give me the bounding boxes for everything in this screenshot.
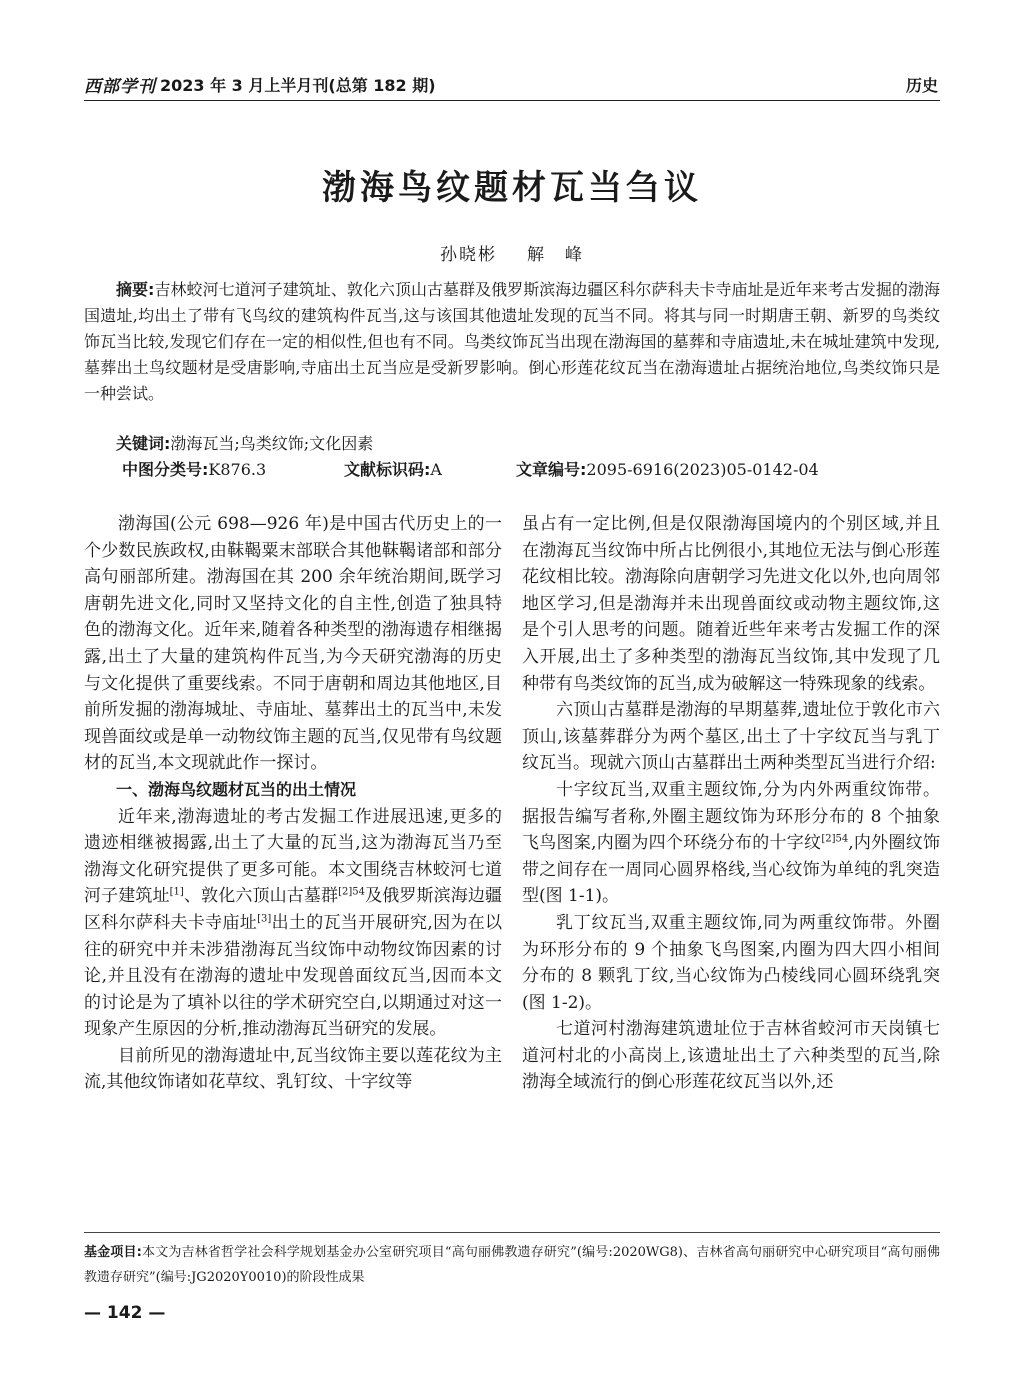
citation-ref: [3] <box>257 913 272 925</box>
header-rule <box>84 100 940 101</box>
section-label: 历史 <box>905 76 938 95</box>
clc-label: 中图分类号: <box>122 460 209 479</box>
paragraph: 目前所见的渤海遗址中,瓦当纹饰主要以莲花纹为主流,其他纹饰诸如花草纹、乳钉纹、十字纹等 <box>84 1045 502 1093</box>
issue-info: 2023 年 3 月上半月刊(总第 182 期) <box>160 76 436 95</box>
paragraph: 十字纹瓦当,双重主题纹饰,分为内外两重纹饰带。据报告编写者称,外圈主题纹饰为环形分布的 8 个抽象飞鸟图案,内圈为四个环绕分布的十字纹$^{[2]54}$,内外圈纹饰带之间存在一周同心圆界格线,当心纹饰为单纯的乳突造型(图 1-1)。 <box>522 779 941 907</box>
abstract <box>84 277 940 407</box>
paragraph: 六顶山古墓群是渤海的早期墓葬,遗址位于敦化市六顶山,该墓葬群分为两个墓区,出土了十字纹瓦当与乳丁纹瓦当。现就六顶山古墓群出土两种类型瓦当进行介绍: <box>522 700 940 774</box>
page-number: — 142 — <box>84 1303 166 1323</box>
paragraph: 渤海国(公元 698—926 年)是中国古代历史上的一个少数民族政权,由靺鞨粟末部联合其他靺鞨诸部和部分高句丽部所建。渤海国在其 200 余年统治期间,既学习唐朝先进文化,同时又坚持文化的自主性,创造了独具特色的渤海文化。近年来,随着各种类型的渤海遗存相继揭露,出土了大量的建筑构件瓦当,为今天研究渤海的历史与文化提供了重要线索。不同于唐朝和周边其他地区,目前所发掘的渤海城址、寺庙址、墓葬出土的瓦当中,未发现兽面纹或是单一动物纹饰主题的瓦当,仅见带有鸟纹题材的瓦当,本文现就此作一探讨。 <box>84 514 502 774</box>
author-name: 解 峰 <box>527 245 584 265</box>
keywords-label: 关键词: <box>116 434 171 453</box>
abstract-text: 吉林蛟河七道河子建筑址、敦化六顶山古墓群及俄罗斯滨海边疆区科尔萨科夫卡寺庙址是近年来考古发掘的渤海国遗址,均出土了带有飞鸟纹的建筑构件瓦当,这与该国其他遗址发现的瓦当不同。将其与同一时期唐王朝、新罗的鸟类纹饰瓦当比较,发现它们存在一定的相似性,但也有不同。鸟类纹饰瓦当出现在渤海国的墓葬和寺庙遗址,未在城址建筑中发现,墓葬出土鸟纹题材是受唐影响,寺庙出土瓦当应是受新罗影响。倒心形莲花纹瓦当在渤海遗址占据统治地位,鸟类纹饰只是一种尝试。 <box>84 280 940 403</box>
running-header <box>84 70 938 100</box>
funding-footnote <box>84 1240 940 1290</box>
paragraph: 七道河村渤海建筑遗址位于吉林省蛟河市天岗镇七道河村北的小高岗上,该遗址出土了六种类型的瓦当,除渤海全域流行的倒心形莲花纹瓦当以外,还 <box>522 1019 940 1093</box>
abstract-label: 摘要: <box>116 280 155 299</box>
citation-ref: [1] <box>169 886 184 898</box>
body-column-right <box>522 511 940 1096</box>
doc-code-value: A <box>430 460 442 479</box>
citation-ref: [2]54 <box>821 833 849 845</box>
paragraph: 虽占有一定比例,但是仅限渤海国境内的个别区域,并且在渤海瓦当纹饰中所占比例很小,其地位无法与倒心形莲花纹相比较。渤海除向唐朝学习先进文化以外,也向周邻地区学习,但是渤海并未出现兽面纹或动物主题纹饰,这是个引人思考的问题。随着近些年来考古发掘工作的深入开展,出土了多种类型的渤海瓦当纹饰,其中发现了几种带有鸟类纹饰的瓦当,成为破解这一特殊现象的线索。 <box>522 514 940 694</box>
citation-ref: [2]54 <box>338 886 365 898</box>
journal-logo: 西部学刊 <box>84 77 156 97</box>
article-no-value: 2095-6916(2023)05-0142-04 <box>586 460 819 479</box>
article-no-label: 文章编号: <box>516 460 587 479</box>
article-title: 渤海鸟纹题材瓦当刍议 <box>322 168 702 208</box>
section-heading: 一、渤海鸟纹题材瓦当的出土情况 <box>116 779 357 799</box>
footnote-text: 本文为吉林省哲学社会科学规划基金办公室研究项目“高句丽佛教遗存研究”(编号:2020WG8)、吉林省高句丽研究中心研究项目“高句丽佛教遗存研究”(编号:JG2020Y0010)的阶段性成果 <box>84 1245 940 1285</box>
authors <box>0 240 1024 265</box>
footnote-rule <box>84 1232 940 1233</box>
author-name: 孙晓彬 <box>440 245 497 265</box>
footnote-label: 基金项目: <box>84 1245 142 1260</box>
keywords-text: 渤海瓦当;鸟类纹饰;文化因素 <box>170 434 374 453</box>
paragraph: 近年来,渤海遗址的考古发掘工作进展迅速,更多的遗迹相继被揭露,出土了大量的瓦当,这为渤海瓦当乃至渤海文化研究提供了更多可能。本文围绕吉林蛟河七道河子建筑址[1]、敦化六顶山古墓群$^{[2]54}$及俄罗斯滨海边疆区科尔萨科夫卡寺庙址[3]出土的瓦当开展研究,因为在以往的研究中并未涉猎渤海瓦当纹饰中动物纹饰因素的讨论,并且没有在渤海的遗址中发现兽面纹瓦当,因而本文的讨论是为了填补以往的学术研究空白,以期通过对这一现象产生原因的分析,推动渤海瓦当研究的发展。 <box>84 806 503 1040</box>
clc-value: K876.3 <box>208 460 267 479</box>
doc-code-label: 文献标识码: <box>344 460 431 479</box>
paragraph: 乳丁纹瓦当,双重主题纹饰,同为两重纹饰带。外圈为环形分布的 9 个抽象飞鸟图案,内圈为四大四小相间分布的 8 颗乳丁纹,当心纹饰为凸棱线同心圆环绕乳突(图 1-2)。 <box>522 912 940 1013</box>
keywords <box>84 431 940 457</box>
body-column-left <box>84 511 502 1096</box>
classification-line <box>122 457 940 483</box>
